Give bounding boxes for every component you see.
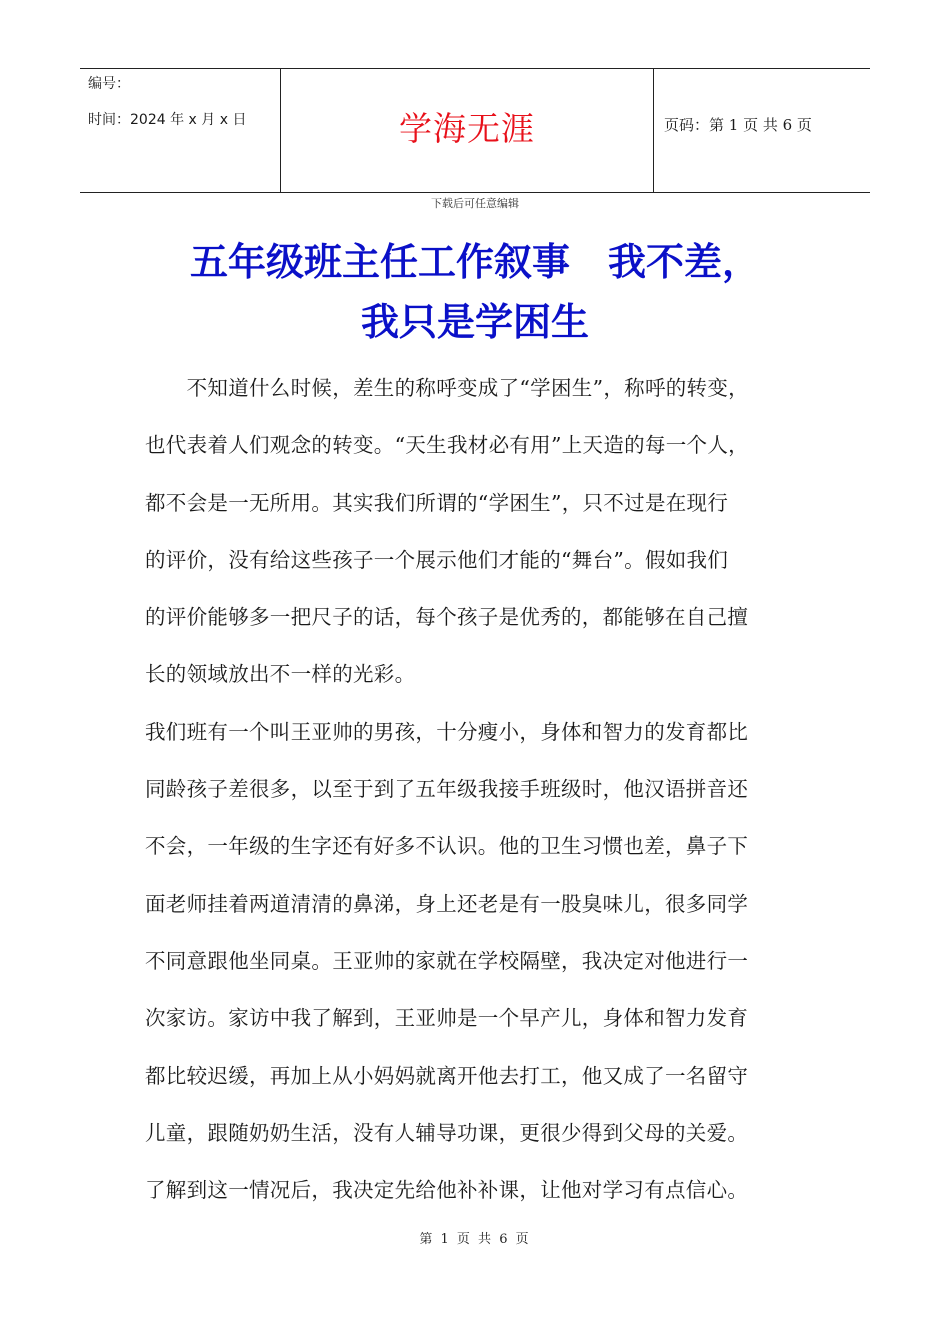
document-title — [0, 232, 950, 352]
page-indicator: 页码：第 1 页 共 6 页 — [664, 116, 812, 134]
page-footer: 第 1 页 共 6 页 — [419, 1232, 531, 1247]
body-line: 不知道什么时候，差生的称呼变成了“学困生”，称呼的转变， — [145, 376, 749, 400]
document-title-line-1: 五年级班主任工作叙事 我不差， — [189, 239, 760, 284]
body-line: 都不会是一无所用。其实我们所谓的“学困生”，只不过是在现行 — [145, 490, 729, 515]
body-line: 长的领域放出不一样的光彩。 — [145, 662, 416, 687]
header-page-cell — [654, 69, 870, 192]
brand-title: 学海无涯 — [399, 109, 535, 148]
body-line: 儿童，跟随奶奶生活，没有人辅导功课，更很少得到父母的关爱。 — [145, 1120, 749, 1145]
body-line: 不同意跟他坐同桌。王亚帅的家就在学校隔壁，我决定对他进行一 — [145, 948, 749, 973]
body-line: 的评价能够多一把尺子的话，每个孩子是优秀的，都能够在自己擅 — [145, 605, 749, 630]
body-line: 也代表着人们观念的转变。“天生我材必有用”上天造的每一个人， — [145, 433, 749, 458]
body-line: 的评价，没有给这些孩子一个展示他们才能的“舞台”。假如我们 — [145, 547, 729, 572]
body-line: 次家访。家访中我了解到，王亚帅是一个早产儿，身体和智力发育 — [145, 1006, 749, 1031]
header-info-cell — [80, 69, 281, 192]
time-label: 时间：2024 年 x 月 x 日 — [88, 112, 247, 128]
editable-note: 下载后可任意编辑 — [431, 197, 519, 210]
body-line: 我们班有一个叫王亚帅的男孩，十分瘦小，身体和智力的发育都比 — [145, 719, 749, 744]
body-text — [145, 360, 825, 1219]
body-line: 面老师挂着两道清清的鼻涕，身上还老是有一股臭味儿，很多同学 — [145, 891, 749, 916]
body-line: 都比较迟缓，再加上从小妈妈就离开他去打工，他又成了一名留守 — [145, 1063, 749, 1088]
body-line: 不会，一年级的生字还有好多不认识。他的卫生习惯也差，鼻子下 — [145, 834, 749, 859]
header-brand-cell — [281, 69, 654, 192]
document-title-line-2: 我只是学困生 — [360, 299, 589, 344]
number-label: 编号： — [88, 76, 130, 92]
body-line: 同龄孩子差很多，以至于到了五年级我接手班级时，他汉语拼音还 — [145, 777, 749, 802]
header-table — [80, 68, 870, 193]
body-line: 了解到这一情况后，我决定先给他补补课，让他对学习有点信心。 — [145, 1178, 749, 1203]
